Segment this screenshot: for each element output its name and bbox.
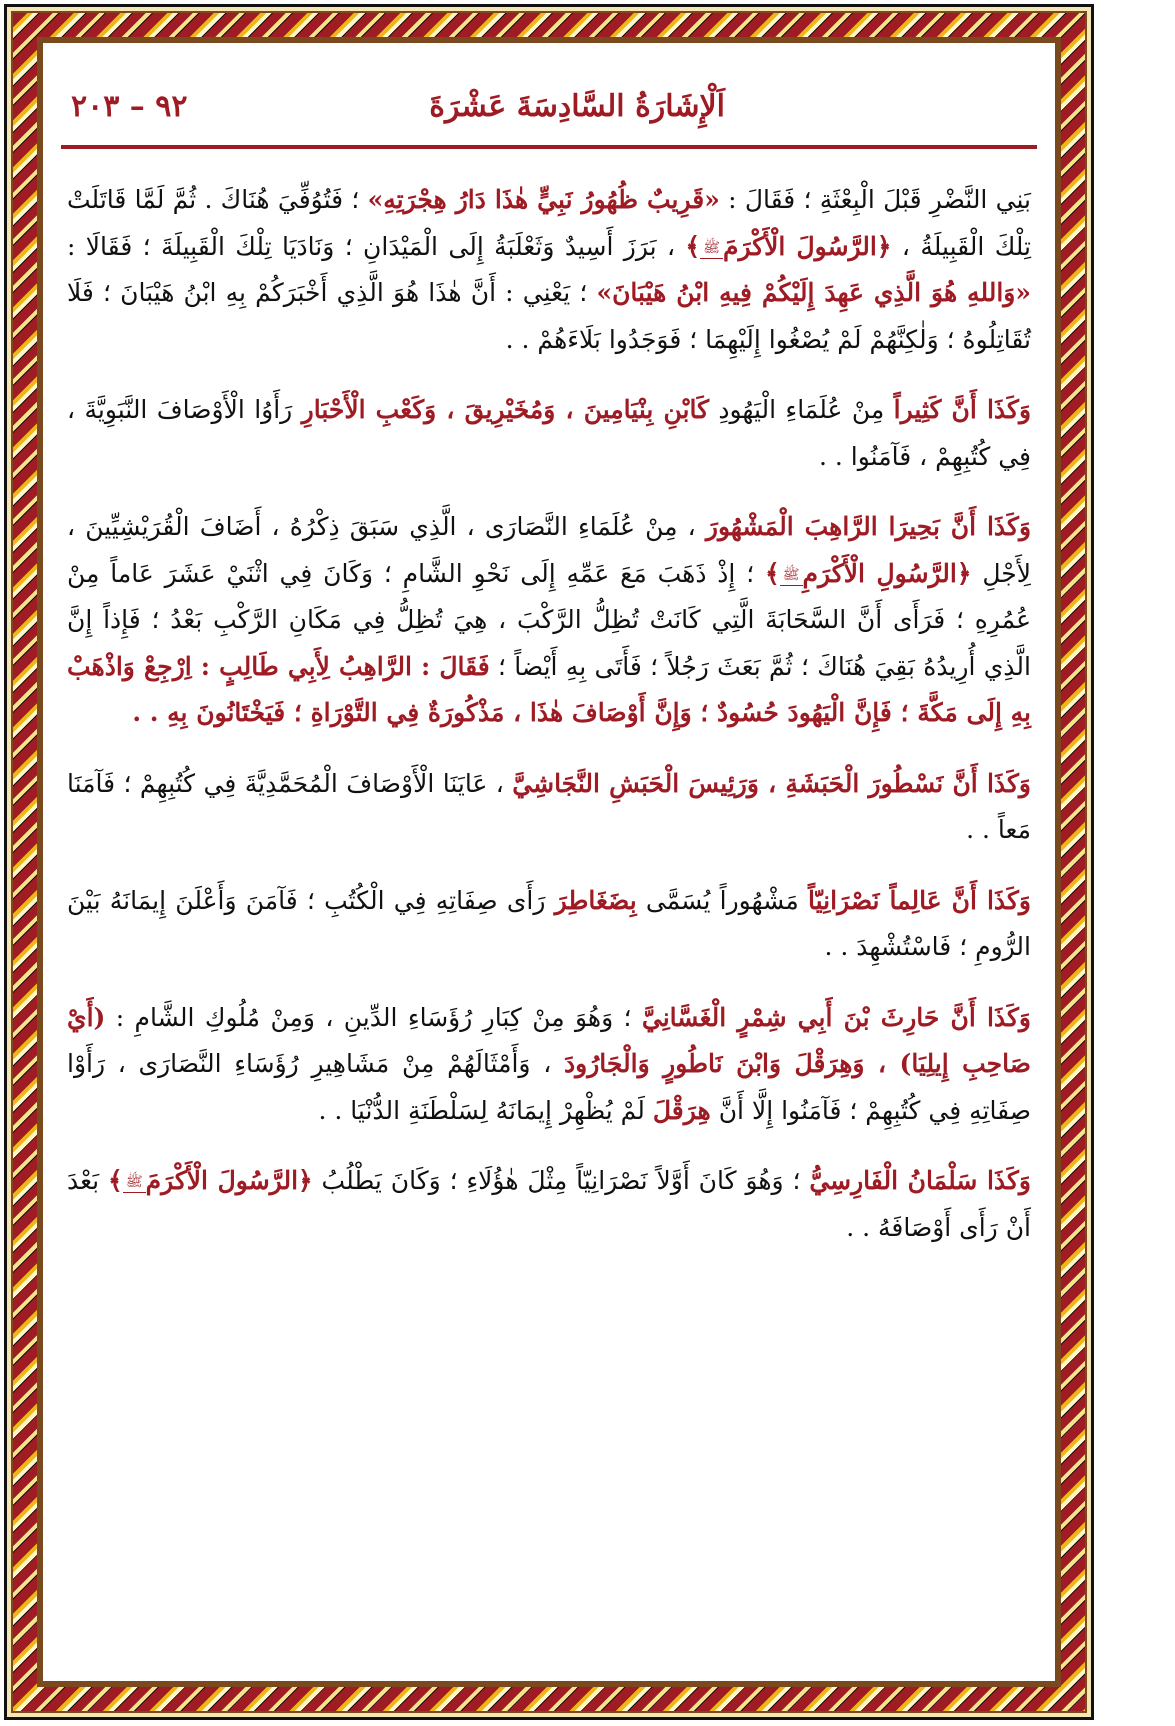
highlighted-text: بِضَغَاطِرَ — [554, 885, 637, 915]
highlighted-text: ﴿الرَّسُولَ الْأَكْرَمَ — [145, 1166, 313, 1195]
paragraph — [67, 995, 1031, 1135]
highlighted-text: وَكَذَا أَنَّ كَثِيراً — [893, 395, 1032, 424]
text-run: لَمْ يُظْهِرْ إِيمَانَهُ لِسَلْطَنَةِ الدُّنْيَا . . — [318, 1095, 653, 1125]
paragraph — [67, 387, 1031, 480]
highlighted-text: (أَيْ صَاحِبِ إِيلِيَا) ، وَهِرَقْلَ وَابْنَ نَاطُورٍ وَالْجَارُودَ — [67, 1002, 1031, 1078]
highlighted-text: ﴾ — [108, 1166, 123, 1195]
text-run: ، مِنْ عُلَمَاءِ النَّصَارَى ، الَّذِي سَبَقَ ذِكْرُهُ ، أَضَافَ الْقُرَيْشِيِّينَ ، لِأَجْلِ — [67, 512, 1031, 588]
salawat-icon: ﷺ — [700, 238, 723, 259]
highlighted-text: وَكَذَا أَنَّ نَسْطُورَ الْحَبَشَةِ ، وَرَئِيسَ الْحَبَشِ النَّجَاشِيَّ — [512, 768, 1031, 798]
paragraph — [67, 761, 1031, 854]
page-header — [63, 83, 1035, 143]
highlighted-text: ﴿الرَّسُولَ الْأَكْرَمَ — [722, 231, 892, 261]
text-run: ؛ إِذْ ذَهَبَ مَعَ عَمِّهِ إِلَى نَحْوِ الشَّامِ ؛ وَكَانَ فِي اثْنَيْ عَشَرَ عَاماً مِنْ عُمُرِهِ ؛ فَرَأَى أَنَّ السَّحَابَةَ الَّتِي كَانَتْ تُظِلُّ الرَّكْبَ ، هِيَ تُظِلُّ فِي مَكَانِ الرَّكْبِ بَعْدُ ؛ فَإِذاً إِنَّ الَّذِي أُرِيدُهُ بَقِيَ هُنَاكَ ؛ ثُمَّ بَعَثَ رَجُلاً ؛ فَأَتَى بِهِ أَيْضاً ؛ — [67, 558, 1031, 681]
header-divider — [61, 145, 1037, 149]
text-run: ، عَايَنَا الْأَوْصَافَ الْمُحَمَّدِيَّةَ فِي كُتُبِهِمْ ؛ فَآمَنَا مَعاً . . — [67, 768, 1031, 844]
highlighted-text: «قَرِيبٌ ظُهُورُ نَبِيٍّ هٰذَا دَارُ هِجْرَتِهِ» — [367, 185, 720, 214]
text-run: مِنْ عُلَمَاءِ الْيَهُودِ — [708, 395, 894, 424]
salawat-icon: ﷺ — [123, 1172, 146, 1193]
highlighted-text: كَابْنِ بِنْيَامِينَ ، وَمُخَيْرِيقَ ، وَكَعْبِ الْأَحْبَارِ — [301, 395, 709, 424]
page-content — [43, 43, 1055, 1681]
text-run: ؛ يَعْنِي : أَنَّ هٰذَا هُوَ الَّذِي أَخْبَرَكُمْ بِهِ ابْنُ هَيْبَانَ ؛ فَلَا تُقَاتِلُوهُ ؛ وَلٰكِنَّهُمْ لَمْ يُصْغُوا إِلَيْهِمَا ؛ فَوَجَدُوا بَلَاءَهُمْ . . — [67, 278, 1031, 354]
text-run: رَأَوُا الْأَوْصَافَ النَّبَوِيَّةَ ، فِي كُتُبِهِمْ ، فَآمَنُوا . . — [67, 395, 1031, 471]
highlighted-text: ﴾ — [764, 558, 780, 588]
highlighted-text: وَكَذَا أَنَّ بَحِيرَا الرَّاهِبَ الْمَشْهُورَ — [705, 512, 1032, 541]
text-run: ، بَرَزَ أَسِيدٌ وَثَعْلَبَةُ إِلَى الْمَيْدَانِ ؛ وَنَادَيَا تِلْكَ الْقَبِيلَةَ ؛ فَقَالَا : — [67, 231, 686, 261]
text-run: ، وَأَمْثَالَهُمْ مِنْ مَشَاهِيرِ رُؤَسَاءِ النَّصَارَى ، رَأَوْا صِفَاتِهِ فِي كُتُبِهِمْ ؛ فَآمَنُوا إِلَّا أَنَّ — [67, 1049, 1031, 1125]
highlighted-text: فَقَالَ : الرَّاهِبُ لِأَبِي طَالِبٍ : اِرْجِعْ وَاذْهَبْ بِهِ إِلَى مَكَّةَ ؛ فَإِنَّ الْيَهُودَ حُسُودٌ ؛ وَإِنَّ أَوْصَافَ هٰذَا ، مَذْكُورَةٌ فِي التَّوْرَاةِ ؛ فَيَخْتَانُونَ بِهِ . . — [67, 651, 1031, 727]
section-title: اَلْإِشَارَةُ السَّادِسَةَ عَشْرَةَ — [429, 89, 725, 124]
text-run: رَأَى صِفَاتِهِ فِي الْكُتُبِ ؛ فَآمَنَ وَأَعْلَنَ إِيمَانَهُ بَيْنَ الرُّومِ ؛ فَاسْتُشْهِدَ . . — [67, 885, 1031, 961]
text-run: مَشْهُوراً يُسَمَّى — [636, 885, 809, 915]
salawat-icon: ﷺ — [780, 565, 803, 586]
text-run: بَعْدَ أَنْ رَأَى أَوْصَافَهُ . . — [67, 1166, 1031, 1242]
text-run: بَنِي النَّضْرِ قَبْلَ الْبِعْثَةِ ؛ فَقَالَ : — [719, 185, 1031, 214]
paragraph — [67, 177, 1031, 363]
paragraph — [67, 504, 1031, 737]
decorative-page-border — [4, 4, 1094, 1720]
body-text — [67, 177, 1031, 1275]
text-run: ؛ فَتُوُفِّيَ هُنَاكَ . ثُمَّ لَمَّا قَاتَلَتْ تِلْكَ الْقَبِيلَةُ ، — [67, 185, 1031, 261]
highlighted-text: «وَاللهِ هُوَ الَّذِي عَهِدَ إِلَيْكُمْ فِيهِ ابْنُ هَيْبَانَ» — [596, 278, 1031, 307]
highlighted-text: ﴿الرَّسُولِ الْأَكْرَمِ — [802, 558, 972, 588]
highlighted-text: وَكَذَا أَنَّ عَالِماً نَصْرَانِيّاً — [808, 885, 1031, 915]
text-run: ؛ وَهُوَ كَانَ أَوَّلاً نَصْرَانِيّاً مِثْلَ هٰؤُلَاءِ ؛ وَكَانَ يَطْلُبُ — [312, 1166, 810, 1195]
page-range: ٩٢ – ٢٠٣ — [71, 89, 188, 124]
highlighted-text: ﴾ — [685, 231, 701, 261]
paragraph — [67, 878, 1031, 971]
paragraph — [67, 1158, 1031, 1251]
highlighted-text: هِرَقْلَ — [652, 1095, 711, 1125]
text-run: ؛ وَهُوَ مِنْ كِبَارِ رُؤَسَاءِ الدِّينِ ، وَمِنْ مُلُوكِ الشَّامِ : — [105, 1002, 642, 1032]
highlighted-text: وَكَذَا سَلْمَانُ الْفَارِسِيُّ — [809, 1166, 1031, 1195]
highlighted-text: وَكَذَا أَنَّ حَارِثَ بْنَ أَبِي شِمْرٍ الْغَسَّانِيَّ — [641, 1002, 1031, 1032]
